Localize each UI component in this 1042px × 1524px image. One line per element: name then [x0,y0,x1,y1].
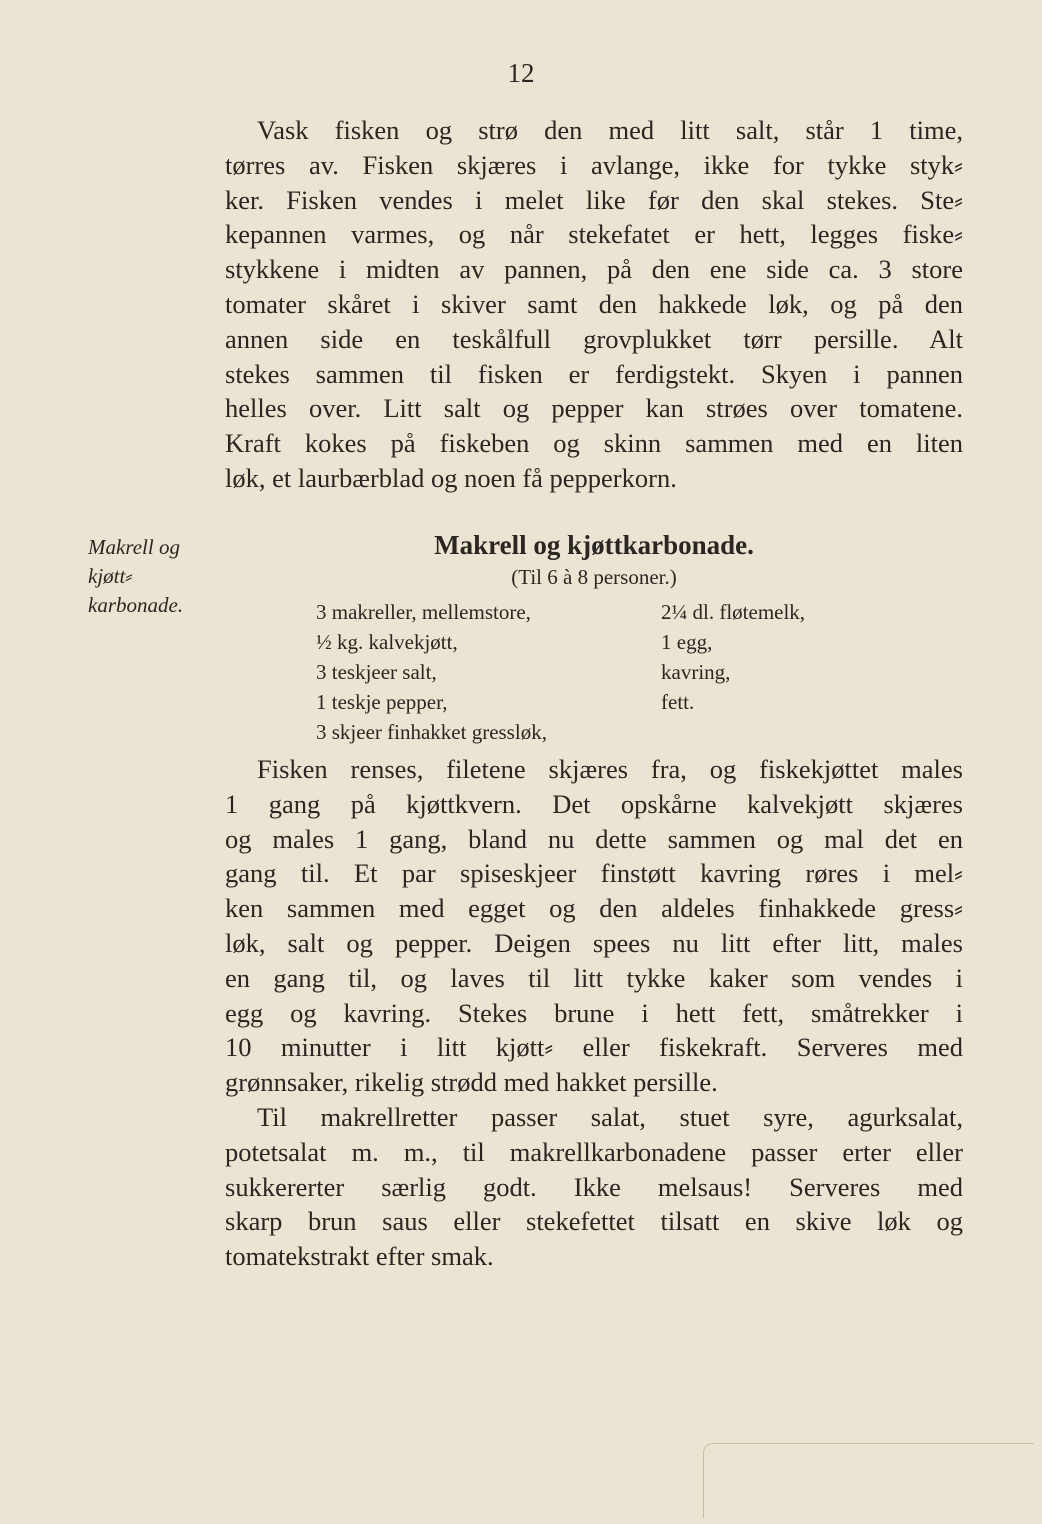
ingredient-list [316,597,876,747]
text-line: grønnsaker, rikelig strødd med hakket persille. [225,1067,718,1098]
margin-note-line: Makrell og [88,535,180,559]
recipe-title: Makrell og kjøttkarbonade. [434,530,754,560]
text-line: tørres av. Fisken skjæres i avlange, ikke for tykke styk⸗ [225,149,963,180]
ingredient: fett. [661,690,695,714]
page-number: 12 [507,58,535,88]
page-corner-mark [703,1443,1034,1518]
text-line: Vask fisken og strø den med litt salt, står 1 time, [257,115,963,145]
ingredient-row [316,597,876,627]
text-line: stekes sammen til fisken er ferdigstekt. Skyen i pannen [225,358,963,389]
text-line: tomater skåret i skiver samt den hakkede løk, og på den [225,288,963,319]
text-line: kepannen varmes, og når stekefatet er hett, legges fiske⸗ [225,219,963,250]
text-line: sukkererter særlig godt. Ikke melsaus! Serveres med [225,1171,963,1202]
serving-paragraph [225,1100,963,1274]
ingredient-row [316,687,876,717]
text-line: 1 gang på kjøttkvern. Det opskårne kalvekjøtt skjæres [225,788,963,819]
ingredient: ½ kg. kalvekjøtt, [316,630,458,654]
margin-note [88,533,218,620]
recipe-servings: (Til 6 à 8 personer.) [511,565,677,589]
text-line: løk, et laurbærblad og noen få pepperkorn. [225,462,677,493]
text-line: annen side en teskålfull grovplukket tørr persille. Alt [225,323,963,354]
ingredient [661,717,876,747]
ingredient: 3 skjeer finhakket gressløk, [316,720,547,744]
margin-note-line: karbonade. [88,593,184,617]
ingredient: kavring, [661,660,731,684]
text-line: helles over. Litt salt og pepper kan strøes over tomatene. [225,393,963,424]
ingredient-row [316,717,876,747]
ingredient: 2¼ dl. fløtemelk, [661,600,806,624]
ingredient: 3 teskjeer salt, [316,660,437,684]
ingredient-row [316,657,876,687]
ingredient: 1 teskje pepper, [316,690,448,714]
ingredient-row [316,627,876,657]
text-line: og males 1 gang, bland nu dette sammen og mal det en [225,823,963,854]
margin-note-line: kjøtt⸗ [88,564,133,588]
text-line: stykkene i midten av pannen, på den ene side ca. 3 store [225,254,963,285]
text-line: ken sammen med egget og den aldeles finhakkede gress⸗ [225,893,963,924]
text-line: skarp brun saus eller stekefettet tilsatt en skive løk og [225,1206,963,1237]
ingredient: 1 egg, [661,630,713,654]
text-line: tomatekstrakt efter smak. [225,1241,494,1272]
text-line: egg og kavring. Stekes brune i hett fett, småtrekker i [225,997,963,1028]
intro-paragraph [225,113,963,496]
text-line: en gang til, og laves til litt tykke kaker som vendes i [225,962,963,993]
text-line: gang til. Et par spiseskjeer finstøtt kavring røres i mel⸗ [225,858,963,889]
text-line: ker. Fisken vendes i melet like før den skal stekes. Ste⸗ [225,184,963,215]
method-paragraph [225,752,963,1100]
text-line: Kraft kokes på fiskeben og skinn sammen med en liten [225,428,963,459]
text-line: Til makrellretter passer salat, stuet syre, agurksalat, [257,1102,963,1132]
text-line: Fisken renses, filetene skjæres fra, og fiskekjøttet males [257,754,963,784]
text-line: potetsalat m. m., til makrellkarbonadene passer erter eller [225,1136,963,1167]
text-line: 10 minutter i litt kjøtt⸗ eller fiskekraft. Serveres med [225,1032,963,1063]
text-line: løk, salt og pepper. Deigen spees nu litt efter litt, males [225,927,963,958]
ingredient: 3 makreller, mellemstore, [316,600,531,624]
